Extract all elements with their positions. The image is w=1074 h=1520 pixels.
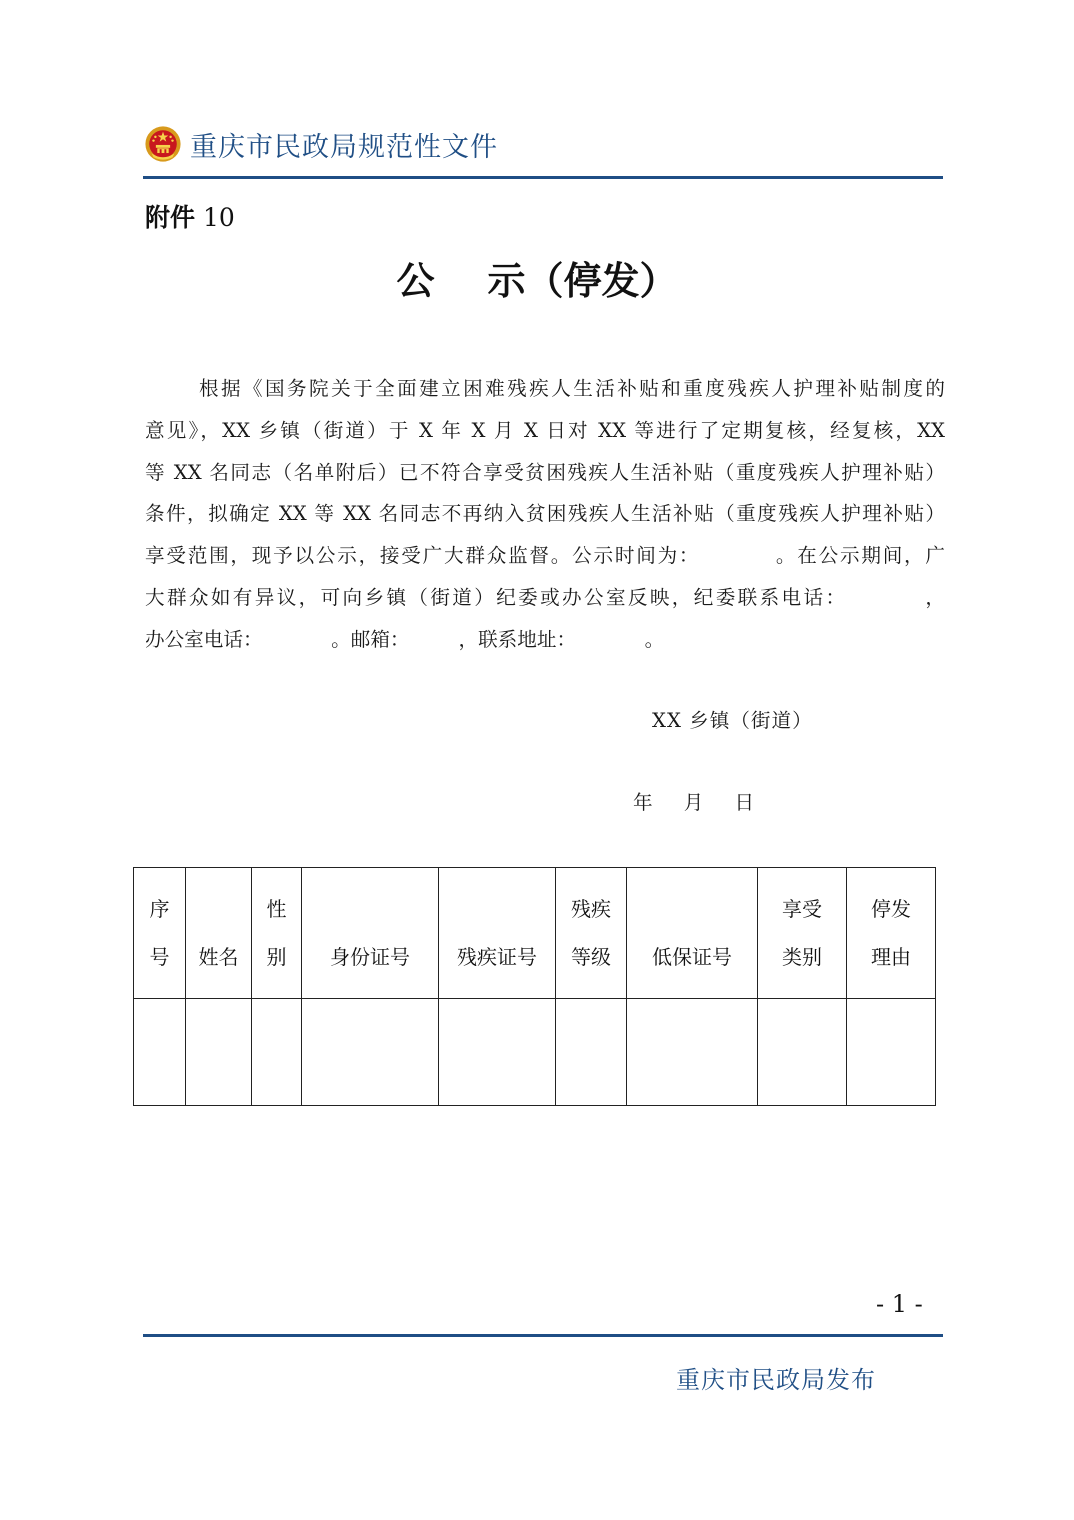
notice-body	[145, 368, 945, 661]
attachment-word: 附件	[145, 203, 196, 232]
table-cell	[556, 999, 627, 1106]
footer-publisher: 重庆市民政局发布	[676, 1366, 876, 1394]
header-cell-serial: 序 号	[134, 868, 186, 999]
footer-divider	[143, 1334, 943, 1337]
table-cell	[847, 999, 936, 1106]
header-cell-disability-level: 残疾 等级	[556, 868, 627, 999]
table-cell	[134, 999, 186, 1106]
table-header-row	[134, 868, 936, 999]
header-title: 重庆市民政局规范性文件	[190, 131, 498, 163]
table-row	[134, 999, 936, 1106]
header-divider	[143, 176, 943, 179]
body-line: 大群众如有异议，可向乡镇（街道）纪委或办公室反映，纪委联系电话： ，	[145, 585, 945, 609]
header-cell-suspension-reason: 停发 理由	[847, 868, 936, 999]
body-line: 意见》，XX 乡镇（街道）于 X 年 X 月 X 日对 XX 等进行了定期复核，经复核，XX	[145, 418, 945, 442]
header-cell-dibao-cert: 低保证号	[627, 868, 758, 999]
header-cell-disability-cert: 残疾证号	[439, 868, 556, 999]
page-number: - 1 -	[876, 1290, 923, 1318]
table-cell	[627, 999, 758, 1106]
attachment-number: 10	[202, 203, 235, 232]
table-cell	[439, 999, 556, 1106]
header-cell-gender: 性 别	[252, 868, 302, 999]
header-cell-id-number: 身份证号	[302, 868, 439, 999]
document-header	[144, 120, 498, 168]
body-line: 等 XX 名同志（名单附后）已不符合享受贫困残疾人生活补贴（重度残疾人护理补贴）	[145, 460, 945, 484]
signature-date: 年 月 日	[633, 791, 755, 814]
national-emblem-icon	[144, 125, 182, 163]
table-cell	[186, 999, 252, 1106]
table-cell	[252, 999, 302, 1106]
suspension-roster-table	[133, 867, 936, 1106]
body-line: 条件，拟确定 XX 等 XX 名同志不再纳入贫困残疾人生活补贴（重度残疾人护理补贴）	[145, 502, 945, 526]
attachment-label	[145, 198, 235, 234]
header-cell-benefit-type: 享受 类别	[758, 868, 847, 999]
body-line: 办公室电话： 。邮箱： ，联系地址： 。	[145, 627, 665, 651]
signature-organization: XX 乡镇（街道）	[652, 709, 813, 732]
header-cell-name: 姓名	[186, 868, 252, 999]
body-line: 享受范围，现予以公示，接受广大群众监督。公示时间为： 。在公示期间，广	[145, 544, 945, 568]
table-cell	[302, 999, 439, 1106]
body-line: 根据《国务院关于全面建立困难残疾人生活补贴和重度残疾人护理补贴制度的	[199, 377, 945, 400]
table-cell	[758, 999, 847, 1106]
document-title: 公 示（停发）	[396, 259, 678, 303]
